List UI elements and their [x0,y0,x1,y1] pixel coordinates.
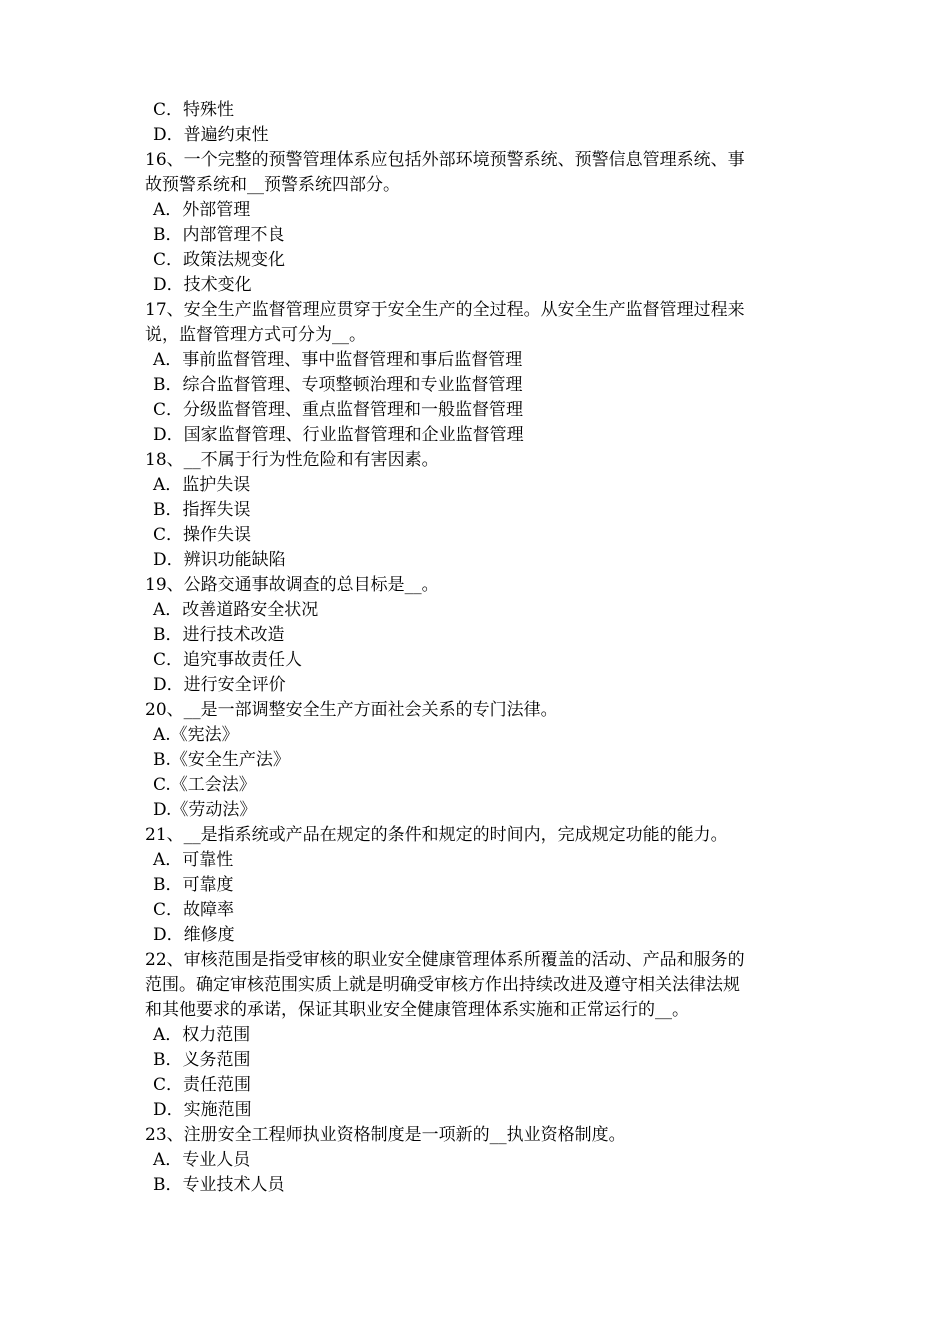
answer-option: D．普遍约束性 [153,125,269,145]
answer-option: B．专业技术人员 [153,1175,285,1195]
answer-option: B．义务范围 [153,1050,251,1070]
answer-option: C．特殊性 [153,100,235,120]
answer-option: B.《安全生产法》 [153,750,290,770]
answer-option: A．监护失误 [153,475,251,495]
answer-option: B．指挥失误 [153,500,251,520]
answer-option: D．国家监督管理、行业监督管理和企业监督管理 [153,425,524,445]
question-text: 20、__是一部调整安全生产方面社会关系的专门法律。 [145,700,558,720]
question-text: 22、审核范围是指受审核的职业安全健康管理体系所覆盖的活动、产品和服务的 [145,950,745,970]
answer-option: C．故障率 [153,900,235,920]
question-text: 说，监督管理方式可分为__。 [145,325,366,345]
answer-option: C．分级监督管理、重点监督管理和一般监督管理 [153,400,524,420]
question-text: 19、公路交通事故调查的总目标是__。 [145,575,439,595]
answer-option: D．进行安全评价 [153,675,286,695]
answer-option: A.《宪法》 [153,725,239,745]
document-body [145,98,810,1198]
question-text: 21、__是指系统或产品在规定的条件和规定的时间内，完成规定功能的能力。 [145,825,728,845]
answer-option: C．追究事故责任人 [153,650,303,670]
answer-option: D．维修度 [153,925,235,945]
answer-option: D．实施范围 [153,1100,252,1120]
answer-option: A．专业人员 [153,1150,251,1170]
question-text: 和其他要求的承诺，保证其职业安全健康管理体系实施和正常运行的__。 [145,1000,689,1020]
answer-option: D．技术变化 [153,275,252,295]
answer-option: B．内部管理不良 [153,225,285,245]
answer-option: D.《劳动法》 [153,800,257,820]
answer-option: A．可靠性 [153,850,234,870]
answer-option: A．改善道路安全状况 [153,600,319,620]
answer-option: A．权力范围 [153,1025,251,1045]
question-text: 18、__不属于行为性危险和有害因素。 [145,450,439,470]
answer-option: A．外部管理 [153,200,251,220]
answer-option: B．综合监督管理、专项整顿治理和专业监督管理 [153,375,523,395]
answer-option: A．事前监督管理、事中监督管理和事后监督管理 [153,350,523,370]
answer-option: C.《工会法》 [153,775,256,795]
answer-option: C．责任范围 [153,1075,252,1095]
question-text: 17、安全生产监督管理应贯穿于安全生产的全过程。从安全生产监督管理过程来 [145,300,745,320]
question-text: 16、一个完整的预警管理体系应包括外部环境预警系统、预警信息管理系统、事 [145,150,745,170]
answer-option: B．可靠度 [153,875,234,895]
answer-option: C．操作失误 [153,525,252,545]
question-text: 范围。确定审核范围实质上就是明确受审核方作出持续改进及遵守相关法律法规 [145,975,740,995]
question-text: 23、注册安全工程师执业资格制度是一项新的__执业资格制度。 [145,1125,626,1145]
question-text: 故预警系统和__预警系统四部分。 [145,175,400,195]
answer-option: C．政策法规变化 [153,250,286,270]
answer-option: D．辨识功能缺陷 [153,550,286,570]
answer-option: B．进行技术改造 [153,625,285,645]
